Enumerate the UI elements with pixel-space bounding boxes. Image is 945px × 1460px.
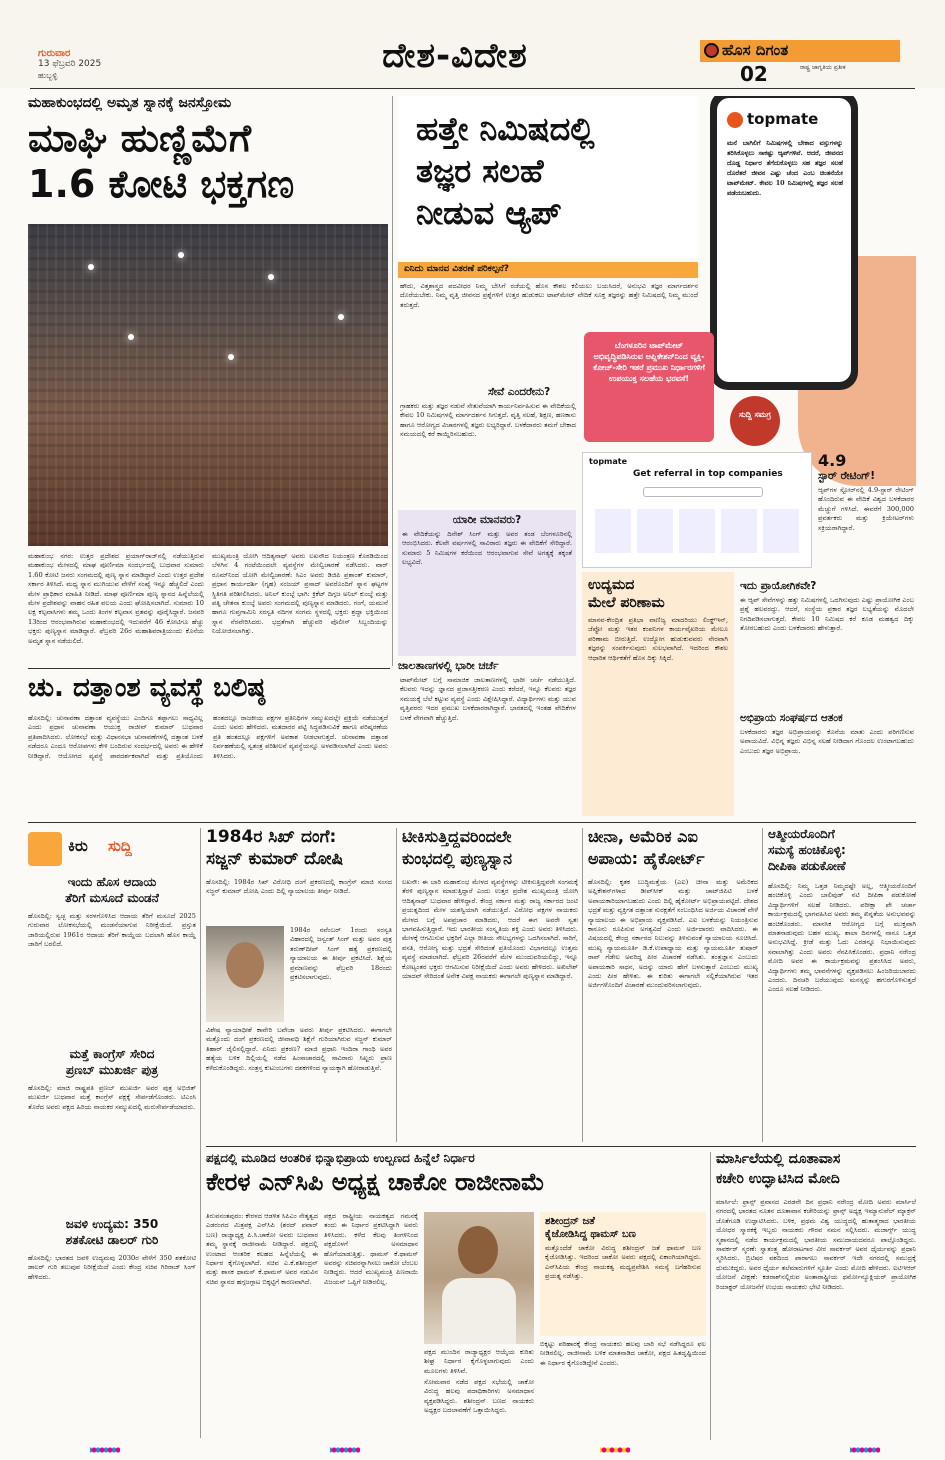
china-story bbox=[588, 828, 758, 1142]
screenshot-title: Get referral in top companies bbox=[633, 469, 783, 479]
abhipraya-heading: ಅಭಿಪ್ರಾಯ ಸಂಘರ್ಷದ ಆತಂಕ bbox=[740, 712, 843, 724]
light-icon bbox=[128, 334, 134, 340]
prayogika-body: ಈ ಆ್ಯಪ್ ಸೇವೆಗಳನ್ನು ಹತ್ತು ನಿಮಿಷಗಳಲ್ಲಿ ಒದಗಿಸುವುದು ಎಷ್ಟು ಪ್ರಾಯೋಗಿಕ ಎಂಬ ಪ್ರಶ್ನೆ ಹಲವರದ್ದು. ಆದರೆ, ಸಂಸ್ಥೆಯ ಪ್ರಕಾರ ತಜ್ಞರ ಲಭ್ಯತೆಯನ್ನು ಮೊದಲೇ ನಿಗದಿಪಡಿಸಲಾಗುತ್ತದೆ. ಕೇವಲ 10 ನಿಮಿಷದ ಕರೆ ಕೂಡ ಮಹತ್ವದ ದಿಕ್ಕು ತೋರಬಹುದು ಎಂದು ಬಳಕೆದಾರರು ಹೇಳುತ್ತಾರೆ. bbox=[740, 596, 914, 633]
kerala-story bbox=[206, 1152, 706, 1440]
tikisu-body: ಲಖನೌ: ಈ ಬಾರಿ ಮಹಾಕುಂಭ ಮೇಳದ ವ್ಯವಸ್ಥೆಗಳನ್ನು ಟೀಕಿಸುತ್ತಿದ್ದವರೇ ಸಂಗಮಕ್ಕೆ ತೆರಳಿ ಪುಣ್ಯಸ್ನಾನ ಮಾಡುತ್ತಿದ್ದಾರೆ ಎಂದು ಉತ್ತರ ಪ್ರದೇಶ ಮುಖ್ಯಮಂತ್ರಿ ಯೋಗಿ ಆದಿತ್ಯನಾಥ್ ಬುಧವಾರ ಹೇಳಿದ್ದಾರೆ. ಕೇಂದ್ರ ಸರ್ಕಾರ ಮತ್ತು ರಾಜ್ಯ ಸರ್ಕಾರದ ಜಂಟಿ ಪ್ರಯತ್ನದಿಂದ ಮೇಳ ಯಶಸ್ವಿಯಾಗಿ ನಡೆಯುತ್ತಿದೆ. ವಿರೋಧ ಪಕ್ಷಗಳ ನಾಯಕರು ಮೇಳದ ಬಗ್ಗೆ ಅಪಪ್ರಚಾರ ಮಾಡಿದರು, ಆದರೆ ಈಗ ಅವರೇ ಸ್ವತಃ ಭಾಗವಹಿಸುತ್ತಿದ್ದಾರೆ. ಇದು ಭಾರತೀಯ ಸಂಸ್ಕೃತಿಯ ಶಕ್ತಿ ಎಂದು ಅವರು ತಿಳಿಸಿದರು. ಮೇಳಕ್ಕೆ ಆಗಮಿಸುವ ಭಕ್ತರಿಗೆ ಎಲ್ಲಾ ರೀತಿಯ ಸೌಲಭ್ಯಗಳನ್ನು ಒದಗಿಸಲಾಗಿದೆ. ಸಾರಿಗೆ, ವಸತಿ, ಆರೋಗ್ಯ ಮತ್ತು ಭದ್ರತೆ ಸೇರಿದಂತೆ ಪ್ರತಿಯೊಂದು ವಿಭಾಗದಲ್ಲೂ ಉತ್ತಮ ವ್ಯವಸ್ಥೆ ಮಾಡಲಾಗಿದೆ. ಫೆಬ್ರವರಿ 26ರವರೆಗೆ ಮೇಳ ಮುಂದುವರಿಯಲಿದ್ದು, ಇನ್ನೂ ಕೋಟ್ಯಂತರ ಭಕ್ತರು ಆಗಮಿಸುವ ನಿರೀಕ್ಷೆಯಿದೆ ಎಂದು ಅವರು ಹೇಳಿದರು. ಅಖಿಲೇಶ್ ಯಾದವ್ ಸೇರಿದಂತೆ ಅನೇಕ ವಿಪಕ್ಷ ನಾಯಕರು ಈಗಾಗಲೇ ಪುಣ್ಯಸ್ನಾನ ಮಾಡಿದ್ದಾರೆ. bbox=[402, 878, 578, 981]
masthead-day: ಗುರುವಾರ bbox=[38, 48, 71, 59]
masthead bbox=[0, 0, 945, 88]
page-number: 02 bbox=[740, 62, 768, 86]
thomas-box bbox=[540, 1212, 706, 1336]
modi-story bbox=[716, 1152, 916, 1440]
item1-body: ಹೊಸದಿಲ್ಲಿ: ಸ್ವಚ್ಛ ಮತ್ತು ಸರಳಗೊಳಿಸಿದ ಆದಾಯ ತೆರಿಗೆ ಮಸೂದೆ 2025 ಗುರುವಾರ ಲೋಕಸಭೆಯಲ್ಲಿ ಮಂಡನೆಯಾಗುವ ನಿರೀಕ್ಷೆಯಿದೆ. ಪ್ರಸ್ತುತ ಜಾರಿಯಲ್ಲಿರುವ 1961ರ ಆದಾಯ ತೆರಿಗೆ ಕಾಯ್ದೆಯ ಬದಲಾಗಿ ಹೊಸ ಕಾಯ್ದೆ ಜಾರಿಗೆ ಬರಲಿದೆ. bbox=[28, 912, 196, 949]
kirusuddi-label-2: ಸುದ್ದಿ bbox=[108, 838, 132, 855]
seve-heading: ಸೇವೆ ಎಂದರೇನು? bbox=[488, 386, 551, 398]
yaru-heading: ಯಾರೀ ಮಾನವರು? bbox=[452, 514, 522, 526]
kerala-col-2: ಪಕ್ಷದ ರಾಷ್ಟ್ರೀಯ ನಾಯಕತ್ವದ ಗಮನಕ್ಕೆ ತಂದು ಈ ನಿರ್ಧಾರ ಪ್ರಕಟಿಸಿದ್ದಾಗಿ ಅವರು ತಿಳಿಸಿದರು. ಕಳೆದ ಕೆಲವು ತಿಂಗಳಿನಿಂದ ಪಕ್ಷದೊಳಗೆ ಅಸಮಾಧಾನ ಹೊಗೆಯಾಡುತ್ತಿತ್ತು. ಥಾಮಸ್ ಕೆ.ಥಾಮಸ್ ಅವರನ್ನು ಸಚಿವರನ್ನಾಗಿಸಲು ಚಾಕೋ ಬೆಂಬಲ ನೀಡಿದ್ದರು. ಆದರೆ ಮುಖ್ಯಮಂತ್ರಿ ಪಿಣರಾಯಿ ವಿಜಯನ್ ಒಪ್ಪಿಗೆ ನೀಡಿರಲಿಲ್ಲ. bbox=[324, 1212, 418, 1286]
tikisu-headline-1: ಟೀಕಿಸುತ್ತಿದ್ದವರಿಂದಲೇ bbox=[402, 828, 512, 846]
profile-card bbox=[637, 509, 673, 553]
udyama-heading-2: ಮೇಲೆ ಪರಿಣಾಮ bbox=[588, 595, 665, 611]
sajjan-headline-1: 1984ರ ಸಿಖ್ ದಂಗೆ: bbox=[206, 828, 337, 847]
item1-head-1: ಇಂದು ಹೊಸ ಆದಾಯ bbox=[67, 876, 157, 889]
sajjan-body-side: 1984ರ ನವೆಂಬರ್ 1ರಂದು ಸರಸ್ವತಿ ವಿಹಾರದಲ್ಲಿ ಜಸ್ವಂತ್ ಸಿಂಗ್ ಮತ್ತು ಅವರ ಪುತ್ರ ತರುಣ್‌ದೀಪ್ ಸಿಂಗ್ ಹತ್ಯೆ ಪ್ರಕರಣದಲ್ಲಿ ನ್ಯಾಯಾಲಯ ಈ ತೀರ್ಪು ಪ್ರಕಟಿಸಿದೆ. ಶಿಕ್ಷೆಯ ಪ್ರಮಾಣವನ್ನು ಫೆಬ್ರವರಿ 18ರಂದು ಪ್ರಕಟಿಸಲಾಗುವುದು. bbox=[290, 926, 392, 982]
topmate-logo-text: topmate bbox=[747, 110, 819, 128]
masthead-city: ಹುಬ್ಬಳ್ಳಿ bbox=[38, 71, 58, 80]
registration-marks bbox=[0, 1444, 945, 1456]
item3-head-1: ಜವಳಿ ಉದ್ಯಮ: 350 bbox=[65, 1218, 159, 1231]
kerala-col-1: ತಿರುವನಂತಪುರಂ: ಕೇರಳದ ಆಡಳಿತ ಸಿಪಿಎಂ ನೇತೃತ್ವದ ಎಡರಂಗದ ಮಿತ್ರಪಕ್ಷ ಎನ್‌ಸಿಪಿ (ಶರದ್ ಪವಾರ್ ಬಣ) ರಾಜ್ಯಾಧ್ಯಕ್ಷ ಪಿ.ಸಿ.ಚಾಕೋ ಅವರು ಬುಧವಾರ ತಮ್ಮ ಸ್ಥಾನಕ್ಕೆ ರಾಜೀನಾಮೆ ನೀಡಿದ್ದಾರೆ. ಪಕ್ಷದಲ್ಲಿ ಉಂಟಾದ ಆಂತರಿಕ ಕಲಹದ ಹಿನ್ನೆಲೆಯಲ್ಲಿ ಈ ನಿರ್ಧಾರ ಕೈಗೊಳ್ಳಲಾಗಿದೆ. ಸಚಿವ ಎ.ಕೆ.ಶಶೀಂದ್ರನ್ ಮತ್ತು ಶಾಸಕ ಥಾಮಸ್ ಕೆ.ಥಾಮಸ್ ಅವರ ನಡುವಿನ ಸಚಿವ ಸ್ಥಾನದ ಹಗ್ಗಜಗ್ಗಾಟ ಬಿಕ್ಕಟ್ಟಿಗೆ ಕಾರಣವಾಗಿದೆ. bbox=[206, 1212, 318, 1286]
china-headline-1: ಚೀನಾ, ಅಮೆರಿಕ ಎಐ bbox=[588, 828, 698, 846]
deepika-headline-2: ಸಮಸ್ಯೆ ಹಂಚಿಕೊಳ್ಳಿ: bbox=[768, 843, 846, 857]
china-body: ಹೊಸದಿಲ್ಲಿ: ಕೃತಕ ಬುದ್ಧಿಮತ್ತೆಯ (ಎಐ) ಚೀನಾ ಮತ್ತು ಅಮೆರಿಕದ ಅಪ್ಲಿಕೇಶನ್‌ಗಳಾದ ಡೀಪ್‌ಸೀಕ್ ಮತ್ತು ಚಾಟ್‌ಜಿಪಿಟಿ ಬಳಕೆ ಅಪಾಯಕಾರಿಯಾಗಬಹುದು ಎಂದು ದಿಲ್ಲಿ ಹೈಕೋರ್ಟ್ ಅಭಿಪ್ರಾಯಪಟ್ಟಿದೆ. ದೇಶದ ಭದ್ರತೆ ಮತ್ತು ವ್ಯಕ್ತಿಗತ ದತ್ತಾಂಶ ಸುರಕ್ಷತೆಗೆ ಸಂಬಂಧಿಸಿದ ಅರ್ಜಿಯ ವಿಚಾರಣೆ ವೇಳೆ ನ್ಯಾಯಾಲಯ ಈ ಅಭಿಪ್ರಾಯ ವ್ಯಕ್ತಪಡಿಸಿದೆ. ಎಐ ಬಳಕೆಯನ್ನು ನಿಯಂತ್ರಿಸುವ ಕಾನೂನು ರೂಪಿಸುವ ಅಗತ್ಯವಿದೆ ಎಂದು ಅರ್ಜಿದಾರರು ವಾದಿಸಿದರು. ಈ ವಿಷಯದಲ್ಲಿ ಕೇಂದ್ರ ಸರ್ಕಾರದ ನಿಲುವನ್ನು ತಿಳಿಸುವಂತೆ ನ್ಯಾಯಾಲಯ ಸೂಚಿಸಿದೆ. ಮುಖ್ಯ ನ್ಯಾಯಮೂರ್ತಿ ಡಿ.ಕೆ.ಉಪಾಧ್ಯಾಯ ಮತ್ತು ನ್ಯಾಯಮೂರ್ತಿ ತುಷಾರ್ ರಾವ್ ಗೆಡೇಲ ಅವರಿದ್ದ ಪೀಠ ವಿಚಾರಣೆ ನಡೆಸಿತು. ತಂತ್ರಜ್ಞಾನ ಎಂಬುದು ಅಪಾಯಕಾರಿ ಸಾಧನ, ಅದನ್ನು ಯಾರು ಹೇಗೆ ಬಳಸುತ್ತಾರೆ ಎಂಬುದು ಮುಖ್ಯ ಎಂದು ಪೀಠ ಹೇಳಿತು. ಈ ಕುರಿತು ಈಗಾಗಲೇ ಸಲ್ಲಿಕೆಯಾಗಿರುವ ಇತರ ಅರ್ಜಿಗಳೊಂದಿಗೆ ವಿಚಾರಣೆ ಮುಂದುವರಿಸಲಾಗುವುದು. bbox=[588, 878, 758, 990]
rating-label: ಸ್ಟಾರ್ ರೇಟಿಂಗ್! bbox=[818, 470, 876, 482]
chacko-photo bbox=[424, 1212, 534, 1344]
brand-tagline: ರಾಷ್ಟ್ರ ಜಾಗೃತಿಯ ಪ್ರತೀಕ bbox=[800, 64, 846, 71]
dattansh-body: ಹೊಸದಿಲ್ಲಿ: ಚುನಾವಣಾ ದತ್ತಾಂಶ ವ್ಯವಸ್ಥೆಯು ಎಂದಿಗೂ ತಪ್ಪಾಗಲು ಸಾಧ್ಯವಿಲ್ಲ ಎಂದು ಪ್ರಧಾನ ಚುನಾವಣಾ ಆಯುಕ್ತ ರಾಜೀವ್ ಕುಮಾರ್ ಬುಧವಾರ ಪ್ರತಿಪಾದಿಸಿದರು. ಲೋಕಸಭೆ ಮತ್ತು ವಿಧಾನಸಭಾ ಚುನಾವಣೆಗಳಲ್ಲಿ ದತ್ತಾಂಶ ಬಳಕೆ ನಡೆದರೂ ಎಂದೂ ಆರೋಪಗಳು ಕೇಳಿ ಬಂದಿರುವ ಸಂದರ್ಭದಲ್ಲಿ ಅವರು ಈ ಹೇಳಿಕೆ ನೀಡಿದ್ದಾರೆ. ಆಯೋಗದ ವ್ಯವಸ್ಥೆ ಪಾರದರ್ಶಕವಾಗಿದೆ ಮತ್ತು ಪ್ರತಿಯೊಂದು ಹಂತದಲ್ಲೂ ರಾಜಕೀಯ ಪಕ್ಷಗಳ ಪ್ರತಿನಿಧಿಗಳ ಸಮ್ಮುಖದಲ್ಲೇ ಪ್ರಕ್ರಿಯೆ ನಡೆಯುತ್ತದೆ ಎಂದು ಅವರು ಹೇಳಿದರು. ಮತದಾರರ ಪಟ್ಟಿ ಸಿದ್ಧಪಡಿಸುವಿಕೆ ಹಾಗೂ ಪರಿಷ್ಕರಣೆಯ ಪ್ರತಿ ಹಂತದಲ್ಲೂ ಪಕ್ಷಗಳಿಗೆ ಅವಕಾಶ ನೀಡಲಾಗುತ್ತದೆ. ಚುನಾವಣಾ ದತ್ತಾಂಶ ನಿರ್ವಹಣೆಯಲ್ಲಿ ಸ್ವತಂತ್ರ ಪರಿಶೀಲನೆ ವ್ಯವಸ್ಥೆಯನ್ನೂ ಅಳವಡಿಸಲಾಗಿದೆ ಎಂದು ಅವರು ತಿಳಿಸಿದರು. bbox=[28, 714, 388, 760]
screenshot-box bbox=[582, 452, 812, 568]
kirusuddi-column bbox=[28, 828, 196, 1438]
deepika-story bbox=[768, 828, 916, 1142]
kerala-col-4: ಬಿಕ್ಕಟ್ಟು ಪರಿಹಾರಕ್ಕೆ ಕೇಂದ್ರ ನಾಯಕರು ಹಲವು ಬಾರಿ ಸಭೆ ನಡೆಸಿದ್ದರೂ ಫಲ ನೀಡಿರಲಿಲ್ಲ. ರಾಜೀನಾಮೆ ಬಳಿಕ ಮಾತನಾಡಿದ ಚಾಕೋ, ಪಕ್ಷದ ಹಿತದೃಷ್ಟಿಯಿಂದ ಈ ನಿರ್ಧಾರ ಕೈಗೊಂಡಿದ್ದೇನೆ ಎಂದರು. bbox=[540, 1340, 706, 1367]
sticker-badge bbox=[730, 396, 780, 446]
face-shape bbox=[458, 1226, 498, 1274]
deepika-body: ಹೊಸದಿಲ್ಲಿ: ನಿಮ್ಮ ಒತ್ತಡ ನಿಮ್ಮದಷ್ಟೇ ಅಲ್ಲ, ಆತ್ಮೀಯರೊಂದಿಗೆ ಹಂಚಿಕೊಳ್ಳಿ ಎಂದು ಬಾಲಿವುಡ್ ನಟಿ ದೀಪಿಕಾ ಪಡುಕೋಣೆ ವಿದ್ಯಾರ್ಥಿಗಳಿಗೆ ಸಲಹೆ ನೀಡಿದರು. ಪರೀಕ್ಷಾ ಪೇ ಚರ್ಚಾ ಕಾರ್ಯಕ್ರಮದಲ್ಲಿ ಭಾಗವಹಿಸಿದ ಅವರು ತಮ್ಮ ಖಿನ್ನತೆಯ ಅನುಭವವನ್ನು ಹಂಚಿಕೊಂಡರು. ಮಾನಸಿಕ ಆರೋಗ್ಯದ ಬಗ್ಗೆ ಮುಕ್ತವಾಗಿ ಮಾತನಾಡುವುದು ಬಹಳ ಮುಖ್ಯ. ಶಾಲಾ ದಿನಗಳಲ್ಲಿ ನಾನೂ ಒತ್ತಡ ಅನುಭವಿಸಿದ್ದೆ. ಕ್ರೀಡೆ ಮತ್ತು ಓದು ಎರಡನ್ನೂ ನಿಭಾಯಿಸುವುದು ಸವಾಲಾಗಿತ್ತು ಎಂದು ಅವರು ನೆನಪಿಸಿಕೊಂಡರು. ಪ್ರಧಾನಿ ನರೇಂದ್ರ ಮೋದಿ ಅವರ ಈ ಕಾರ್ಯಕ್ರಮವನ್ನು ಪ್ರಶಂಸಿಸಿದ ಅವರು, ವಿದ್ಯಾರ್ಥಿಗಳು ತಮ್ಮ ಭಾವನೆಗಳನ್ನು ವ್ಯಕ್ತಪಡಿಸಲು ಹಿಂಜರಿಯಬಾರದು ಎಂದರು. ದಿನಚರಿ ಬರೆಯುವುದು ಮನಸ್ಸನ್ನು ಹಗುರಗೊಳಿಸುತ್ತದೆ ಎಂದೂ ಸಲಹೆ ನೀಡಿದರು. bbox=[768, 882, 916, 994]
sajjan-body-top: ಹೊಸದಿಲ್ಲಿ: 1984ರ ಸಿಖ್ ವಿರೋಧಿ ದಂಗೆ ಪ್ರಕರಣದಲ್ಲಿ ಕಾಂಗ್ರೆಸ್ ಮಾಜಿ ಸಂಸದ ಸಜ್ಜನ್ ಕುಮಾರ್ ದೋಷಿ ಎಂದು ದಿಲ್ಲಿ ನ್ಯಾಯಾಲಯ ತೀರ್ಪು ನೀಡಿದೆ. bbox=[206, 878, 392, 896]
topmate-intro: ಹೌದು, ವಿತ್ತಶಾಸ್ತ್ರದ ಪದವೀಧರ ನಿಮ್ಮ ಬೇಸಿಗೆ ರಜೆಯಲ್ಲಿ ಹೊಸ ಕೌಶಲ ಕಲಿಯಲು ಬಯಸಿದರೆ, ಅನುಭವಿ ತಜ್ಞರ ಮಾರ್ಗದರ್ಶನ ದೊರೆಯಬೇಕು. ನಿಮ್ಮ ವೃತ್ತಿ ಜೀವನದ ಪ್ರಶ್ನೆಗಳಿಗೆ ಉತ್ತರ ಹುಡುಕಲು ಟಾಪ್‌ಮೇಟ್ ವೇದಿಕೆ ಸೂಕ್ತ ತಜ್ಞರನ್ನು ಹತ್ತೇ ನಿಮಿಷದಲ್ಲಿ ನಿಮ್ಮ ಮುಂದೆ ತರುತ್ತದೆ. bbox=[400, 282, 698, 309]
item1-head-2: ತೆರಿಗೆ ಮಸೂದೆ ಮಂಡನೆ bbox=[65, 892, 159, 905]
deepika-headline-3: ದೀಪಿಕಾ ಪಡುಕೋಣೆ bbox=[768, 859, 846, 873]
dattansh-story bbox=[28, 674, 388, 816]
tikisu-story bbox=[402, 828, 578, 1142]
kerala-kicker: ಪಕ್ಷದಲ್ಲಿ ಮೂಡಿದ ಆಂತರಿಕ ಭಿನ್ನಾಭಿಪ್ರಾಯ ಉಲ್ಬಣದ ಹಿನ್ನೆಲೆ ನಿರ್ಧಾರ bbox=[206, 1152, 475, 1165]
light-icon bbox=[228, 354, 234, 360]
modi-body: ಮಾರ್ಸಿಲೆ: ಫ್ರಾನ್ಸ್ ಪ್ರವಾಸದ ಎರಡನೇ ದಿನ ಪ್ರಧಾನಿ ನರೇಂದ್ರ ಮೋದಿ ಅವರು ಮಾರ್ಸಿಲೆ ನಗರದಲ್ಲಿ ಭಾರತದ ನೂತನ ದೂತಾವಾಸ ಕಚೇರಿಯನ್ನು ಫ್ರಾನ್ಸ್ ಅಧ್ಯಕ್ಷ ಇಮ್ಯಾನುವೆಲ್ ಮ್ಯಾಕ್ರನ್ ಜೊತೆಗೂಡಿ ಉದ್ಘಾಟಿಸಿದರು. ಬಳಿಕ, ಪ್ರಥಮ ವಿಶ್ವ ಯುದ್ಧದಲ್ಲಿ ಹುತಾತ್ಮರಾದ ಭಾರತೀಯ ಯೋಧರ ಸ್ಮಾರಕಕ್ಕೆ ಇಬ್ಬರು ನಾಯಕರು ಗೌರವ ನಮನ ಸಲ್ಲಿಸಿದರು. ಮಜಾರ್ಗ್ಸ್ ಯುದ್ಧ ಸ್ಮಶಾನದಲ್ಲಿ ನಡೆದ ಕಾರ್ಯಕ್ರಮದಲ್ಲಿ ಭಾರತೀಯ ಸಮುದಾಯದವರೂ ಪಾಲ್ಗೊಂಡಿದ್ದರು. ಸಾವರ್ಕರ್ ಸ್ಮರಣೆ: ಸ್ವಾತಂತ್ರ್ಯ ಹೋರಾಟಗಾರ ವೀರ ಸಾವರ್ಕರ್ ಅವರ ಧೈರ್ಯವನ್ನು ಪ್ರಧಾನಿ ಸ್ಮರಿಸಿದರು. ಬ್ರಿಟಿಷರ ವಶದಿಂದ ಪಾರಾಗಲು ಸಾವರ್ಕರ್ ಇದೇ ನಗರದಲ್ಲಿ ಸಮುದ್ರಕ್ಕೆ ಧುಮುಕಿದ್ದರು. ಅವರ ಧೈರ್ಯ ತಲೆಮಾರುಗಳಿಗೆ ಸ್ಫೂರ್ತಿ ಎಂದು ಮೋದಿ ಹೇಳಿದರು. ಐಟಿಇಆರ್ ಯೋಜನೆ ವೀಕ್ಷಣೆ: ಕಡರಾಶ್‌ನಲ್ಲಿರುವ ಅಂತಾರಾಷ್ಟ್ರೀಯ ಥರ್ಮೋನ್ಯೂಕ್ಲಿಯರ್ ಪ್ರಾಯೋಗಿಕ ರಿಯಾಕ್ಟರ್ ಯೋಜನೆಗೆ ಉಭಯ ನಾಯಕರು ಭೇಟಿ ನೀಡಿದರು. bbox=[716, 1198, 916, 1291]
jala-body: ಟಾಪ್‌ಮೇಟ್ ಬಗ್ಗೆ ಸಾಮಾಜಿಕ ಜಾಲತಾಣಗಳಲ್ಲಿ ಭಾರೀ ಚರ್ಚೆ ನಡೆಯುತ್ತಿದೆ. ಕೆಲವರು ಇದನ್ನು ಜ್ಞಾನದ ಪ್ರಜಾಸತ್ತೀಕರಣ ಎಂದು ಕರೆದರೆ, ಇನ್ನೂ ಕೆಲವರು ತಜ್ಞರ ಸಮಯಕ್ಕೆ ಬೆಲೆ ಕಟ್ಟುವ ವ್ಯವಸ್ಥೆ ಎಂದು ವಿಶ್ಲೇಷಿಸಿದ್ದಾರೆ. ವಿದ್ಯಾರ್ಥಿಗಳು ಮತ್ತು ಯುವ ವೃತ್ತಿಪರರು ಇದರ ಪ್ರಮುಖ ಬಳಕೆದಾರರಾಗಿದ್ದಾರೆ. ಭಾರತದಲ್ಲಿ ಇಂತಹ ವೇದಿಕೆಗಳ ಬಳಕೆ ವೇಗವಾಗಿ ಹೆಚ್ಚುತ್ತಿದೆ. bbox=[400, 676, 576, 722]
brand-name: ಹೊಸ ದಿಗಂತ bbox=[722, 41, 789, 59]
dattansh-headline: ಚು. ದತ್ತಾಂಶ ವ್ಯವಸ್ಥೆ ಬಲಿಷ್ಠ bbox=[28, 674, 266, 703]
topmate-section-bar: ಏನಿದು ಮಾನವ ವಿತರಣೆ ಪರಿಕಲ್ಪನೆ? bbox=[398, 262, 698, 278]
tikisu-headline-2: ಕುಂಭದಲ್ಲಿ ಪುಣ್ಯಸ್ನಾನ bbox=[402, 849, 513, 868]
phone-text: ಮನೆ ಬಾಗಿಲಿಗೆ ನಿಮಿಷಗಳಲ್ಲಿ ಬೇಕಾದ ವಸ್ತುಗಳನ್ನು ತರಿಸಿಕೊಳ್ಳಲು ಸಾಕಷ್ಟು ಆ್ಯಪ್‌ಗಳಿವೆ. ಆದರೆ, ಜೀವನದ ದೊಡ್ಡ ನಿರ್ಧಾರ ತೆಗೆದುಕೊಳ್ಳಲು ಸಹ ತಜ್ಞರ ಸಲಹೆ ದೊರೆತರೆ ಜೀವನ ಎಷ್ಟು ಚೆಂದ ಎಂಬ ಚಿಂತನೆಯೇ ಟಾಪ್‌ಮೇಟ್. ಕೇವಲ 10 ನಿಮಿಷಗಳಲ್ಲಿ ತಜ್ಞರ ಸಲಹೆ ಪಡೆಯಬಹುದು. bbox=[727, 139, 843, 197]
sticker-text: ಸುದ್ದಿ ಸಮಗ್ರ bbox=[739, 410, 771, 419]
item2-head-1: ಮತ್ತೆ ಕಾಂಗ್ರೆಸ್ ಸೇರಿದ bbox=[69, 1048, 155, 1061]
udyama-box bbox=[582, 572, 734, 816]
china-headline-2: ಅಪಾಯ: ಹೈಕೋರ್ಟ್ bbox=[588, 849, 705, 868]
kumbh-col-2: ಮುಖ್ಯಮಂತ್ರಿ ಯೋಗಿ ಆದಿತ್ಯನಾಥ್ ಅವರು ಲಖನೌದ ನಿಯಂತ್ರಣ ಕೊಠಡಿಯಿಂದ ಬೆಳಗಿನ 4 ಗಂಟೆಯಿಂದಲೇ ವ್ಯವಸ್ಥೆಗಳ ಮೇಲ್ವಿಚಾರಣೆ ನಡೆಸಿದರು. ವಾರ್ ರೂಮ್‌ನಿಂದ ಯೋಗಿ ಮೇಲ್ವಿಚಾರಣೆ: ಸಿಎಂ ಅವರು ಡಿಜಿಪಿ ಪ್ರಶಾಂತ್ ಕುಮಾರ್, ಪ್ರಧಾನ ಕಾರ್ಯದರ್ಶಿ (ಗೃಹ) ಸಂಜಯ್ ಪ್ರಸಾದ್ ಅವರೊಂದಿಗೆ ಸ್ನಾನ ಘಟ್ಟಗಳ ಸ್ಥಿತಿಗತಿ ಪರಿಶೀಲಿಸಿದರು. ಅನಿಲ್ ಕುಂಬ್ಳೆ ಭಾಗಿ: ಕ್ರಿಕೆಟ್ ದಿಗ್ಗಜ ಅನಿಲ್ ಕುಂಬ್ಳೆ ಮತ್ತು ಪತ್ನಿ ಚೇತನಾ ಕುಂಬ್ಳೆ ಅವರು ಸಂಗಮದಲ್ಲಿ ಪುಣ್ಯಸ್ನಾನ ಮಾಡಿದರು. ಗಂಗೆ, ಯಮುನೆ ಹಾಗೂ ಗುಪ್ತಗಾಮಿನಿ ಸರಸ್ವತಿ ನದಿಗಳ ಸಂಗಮ ಸ್ಥಳದಲ್ಲಿ ಭಕ್ತರು ಶ್ರದ್ಧಾ ಭಕ್ತಿಯಿಂದ ಸ್ನಾನ ನೆರವೇರಿಸಿದರು. ಭದ್ರತೆಗಾಗಿ ಹೆಚ್ಚುವರಿ ಪೊಲೀಸ್ ಸಿಬ್ಬಂದಿಯನ್ನು ನಿಯೋಜಿಸಲಾಗಿತ್ತು. bbox=[212, 552, 388, 636]
topmate-logo-icon bbox=[727, 112, 743, 128]
shirt-shape bbox=[442, 1278, 516, 1344]
rating-value: 4.9 bbox=[818, 452, 847, 470]
kerala-headline: ಕೇರಳ ಎನ್‌ಸಿಪಿ ಅಧ್ಯಕ್ಷ ಚಾಕೋ ರಾಜೀನಾಮೆ bbox=[206, 1168, 545, 1196]
kerala-col3-body: ಸೋಮವಾರ ನಡೆದ ಪಕ್ಷದ ಸಭೆಯಲ್ಲಿ ಚಾಕೋ ವಿರುದ್ಧ ಹಲವು ಪದಾಧಿಕಾರಿಗಳು ಅಸಮಾಧಾನ ವ್ಯಕ್ತಪಡಿಸಿದ್ದರು. ಶಶೀಂದ್ರನ್ ಬಣದ ನಾಯಕರು ಅಧ್ಯಕ್ಷರ ಬದಲಾವಣೆಗೆ ಒತ್ತಾಯಿಸಿದ್ದರು. bbox=[424, 1378, 534, 1415]
kumbh-kicker: ಮಹಾಕುಂಭದಲ್ಲಿ ಅಮೃತ ಸ್ನಾನಕ್ಕೆ ಜನಸ್ತೋಮ bbox=[28, 96, 232, 111]
pink-box-text: ಬೆಂಗಳೂರಿನ ಟಾಪ್‌ಮೇಟ್ ಅಭಿವೃದ್ಧಿಪಡಿಸಿರುವ ಅಪ್ಲಿಕೇಶನ್‌ನಿಂದ ವ್ಯಕ್ತಿ-ಕೋಚ್-ಸೇರಿ ಇತರೆ ಪ್ರಮುಖ ನಿರ್ಧಾರಗಳಿಗೆ ಉಪಯುಕ್ತ ಸಲಹೆಯ ಭರವಸೆ! bbox=[593, 341, 705, 383]
profile-card bbox=[595, 509, 631, 553]
kumbh-headline-1: ಮಾಘಿ ಹುಣ್ಣಿಮೆಗೆ bbox=[28, 116, 251, 160]
thomas-head-1: ಶಶೀಂದ್ರನ್ ಜತೆ bbox=[545, 1216, 595, 1227]
sajjan-body-bottom: ವಿಶೇಷ ನ್ಯಾಯಾಧೀಶೆ ಕಾವೇರಿ ಬವೇಜಾ ಅವರು ತೀರ್ಪು ಪ್ರಕಟಿಸಿದರು. ಈಗಾಗಲೇ ಮತ್ತೊಂದು ದಂಗೆ ಪ್ರಕರಣದಲ್ಲಿ ಜೀವಾವಧಿ ಶಿಕ್ಷೆಗೆ ಗುರಿಯಾಗಿರುವ ಸಜ್ಜನ್ ಕುಮಾರ್ ತಿಹಾರ್ ಜೈಲಿನಲ್ಲಿದ್ದಾರೆ. ಏನಿದು ಪ್ರಕರಣ? ಮಾಜಿ ಪ್ರಧಾನಿ ಇಂದಿರಾ ಗಾಂಧಿ ಅವರ ಹತ್ಯೆಯ ಬಳಿಕ ದಿಲ್ಲಿಯಲ್ಲಿ ನಡೆದ ಹಿಂಸಾಚಾರದಲ್ಲಿ ಸಾವಿರಾರು ಸಿಖ್ಖರು ಪ್ರಾಣ ಕಳೆದುಕೊಂಡಿದ್ದರು. ಸಂತ್ರಸ್ತ ಕುಟುಂಬಗಳು ದಶಕಗಳಿಂದ ನ್ಯಾಯಕ್ಕಾಗಿ ಹೋರಾಡುತ್ತಿವೆ. bbox=[206, 1026, 392, 1072]
profile-card bbox=[679, 509, 715, 553]
profile-card bbox=[763, 509, 799, 553]
face-shape bbox=[226, 942, 264, 988]
udyama-heading-1: ಉದ್ಯಮದ bbox=[588, 577, 635, 593]
brand-logo-icon bbox=[704, 43, 719, 58]
sajjan-headline-2: ಸಜ್ಜನ್ ಕುಮಾರ್ ದೋಷಿ bbox=[206, 849, 344, 869]
sajjan-photo bbox=[206, 926, 284, 1022]
section-title: ದೇಶ-ವಿದೇಶ bbox=[382, 36, 528, 76]
thomas-body: ಮತ್ತೊಂದೆಡೆ ಚಾಕೋ ವಿರುದ್ಧ ಶಶೀಂದ್ರನ್ ಜತೆ ಥಾಮಸ್ ಬಣ ಕೈಜೋಡಿಸಿತ್ತು. ಇದರಿಂದ ಚಾಕೋ ಅವರು ಪಕ್ಷದಲ್ಲಿ ಏಕಾಂಗಿಯಾಗಿದ್ದರು. ಎನ್‌ಸಿಪಿಯ ಕೇಂದ್ರ ನಾಯಕತ್ವ ಮಧ್ಯಪ್ರವೇಶಿಸಿ ಸಮಸ್ಯೆ ಬಗೆಹರಿಸುವ ಪ್ರಯತ್ನ ನಡೆಸಿತ್ತು. bbox=[545, 1244, 701, 1281]
light-icon bbox=[338, 314, 344, 320]
item3-body: ಹೊಸದಿಲ್ಲಿ: ಭಾರತದ ಜವಳಿ ಉದ್ಯಮವು 2030ರ ವೇಳೆಗೆ 350 ಶತಕೋಟಿ ಡಾಲರ್ ಗುರಿ ತಲುಪುವ ನಿರೀಕ್ಷೆಯಿದೆ ಎಂದು ಕೇಂದ್ರ ಸಚಿವ ಗಿರಿರಾಜ್ ಸಿಂಗ್ ಹೇಳಿದರು. bbox=[28, 1254, 196, 1281]
yaru-body: ಈ ವೇದಿಕೆಯನ್ನು ದಿನೇಶ್ ಸಿಂಗ್ ಮತ್ತು ಅವರ ತಂಡ ಬೆಂಗಳೂರಿನಲ್ಲಿ ಆರಂಭಿಸಿದರು. ಕೆಲವೇ ವರ್ಷಗಳಲ್ಲಿ ಸಾವಿರಾರು ತಜ್ಞರು ಈ ವೇದಿಕೆಗೆ ಸೇರಿದ್ದಾರೆ. ಸುಮಾರು 5 ನಿಮಿಷಗಳ ಕರೆಯಿಂದ ಆರಂಭವಾಗುವ ಸೇವೆ ಅಗತ್ಯಕ್ಕೆ ತಕ್ಕಂತೆ ಲಭ್ಯವಿದೆ. bbox=[402, 530, 572, 567]
light-icon bbox=[178, 252, 184, 258]
kirusuddi-label-1: ಕಿರು bbox=[68, 838, 88, 855]
abhipraya-body: ಬಳಕೆದಾರರು ತಜ್ಞರ ಅಭಿಪ್ರಾಯವನ್ನು ಕೊನೆಯ ಮಾತು ಎಂದು ಪರಿಗಣಿಸುವ ಅಪಾಯವಿದೆ. ವಿಭಿನ್ನ ತಜ್ಞರು ವಿಭಿನ್ನ ಸಲಹೆ ನೀಡಿದಾಗ ಗೊಂದಲ ಉಂಟಾಗಬಹುದು ಎಂಬುದು ತಜ್ಞರ ಅಭಿಪ್ರಾಯ. bbox=[740, 728, 914, 755]
jala-heading: ಜಾಲತಾಣಗಳಲ್ಲಿ ಭಾರೀ ಚರ್ಚೆ bbox=[398, 660, 499, 672]
kirusuddi-label bbox=[28, 832, 188, 866]
kumbh-story bbox=[28, 96, 388, 668]
thomas-head-2: ಕೈಜೋಡಿಸಿದ್ದ ಥಾಮಸ್ ಬಣ bbox=[545, 1229, 636, 1240]
phone-screen bbox=[717, 98, 851, 382]
item2-body: ಹೊಸದಿಲ್ಲಿ: ಮಾಜಿ ರಾಷ್ಟ್ರಪತಿ ಪ್ರಣಬ್ ಮುಖರ್ಜಿ ಅವರ ಪುತ್ರ ಅಭಿಜಿತ್ ಮುಖರ್ಜಿ ಬುಧವಾರ ಮತ್ತೆ ಕಾಂಗ್ರೆಸ್ ಪಕ್ಷಕ್ಕೆ ಸೇರ್ಪಡೆಗೊಂಡರು. ಟಿಎಂಸಿ ತೊರೆದ ಅವರು ಪಕ್ಷದ ಹಿರಿಯ ನಾಯಕರ ಸಮ್ಮುಖದಲ್ಲಿ ಮರುಸೇರ್ಪಡೆಯಾದರು. bbox=[28, 1084, 196, 1111]
rating-body: ಆ್ಯಪ್‌ಗಳ ಸ್ಟೋರ್‌ನಲ್ಲಿ 4.9-ಸ್ಟಾರ್ ರೇಟಿಂಗ್ ಹೊಂದಿರುವ ಈ ವೇದಿಕೆ ವಿಶ್ವದ ಬಳಕೆದಾರರ ಮೆಚ್ಚುಗೆ ಗಳಿಸಿದೆ. ಈವರೆಗೆ 300,000 ಪ್ರವರ್ತಕರು ಮತ್ತು ಕ್ರಿಯೇಟರ್‌ಗಳು ಸಕ್ರಿಯರಾಗಿದ್ದಾರೆ. bbox=[818, 486, 914, 532]
sajjan-story bbox=[206, 828, 392, 1142]
phone-mockup bbox=[710, 96, 858, 390]
modi-headline-1: ಮಾರ್ಸಿಲೆಯಲ್ಲಿ ದೂತಾವಾಸ bbox=[716, 1152, 841, 1167]
kumbh-crowd-photo bbox=[28, 224, 388, 546]
prayogika-heading: ಇದು ಪ್ರಾಯೋಗಿಕವೇ? bbox=[740, 580, 817, 592]
profile-card bbox=[721, 509, 757, 553]
screenshot-search bbox=[643, 487, 763, 497]
topmate-headline-2: ತಜ್ಞರ ಸಲಹೆ bbox=[416, 154, 544, 190]
udyama-body: ಮಾನವ-ಕೇಂದ್ರಿತ ಪ್ರತಿಭಾ ವಾಣಿಜ್ಯ ಮಾದರಿಯು ಲಿಂಕ್ಡ್‌ಇನ್, ಜೆಪ್ಟೋ ಮತ್ತು ಇತರ ಕಂಪನಿಗಳ ಕಾರ್ಯವೈಖರಿಯ ಮೇಲೂ ಪರಿಣಾಮ ಬೀರುತ್ತಿದೆ. ಉದ್ಯೋಗ ಹುಡುಕುವವರು ನೇರವಾಗಿ ತಜ್ಞರನ್ನು ಸಂಪರ್ಕಿಸುವುದು ಸುಲಭವಾಗಿದೆ. ಇದರಿಂದ ಕೌಶಲ ಆಧಾರಿತ ಆರ್ಥಿಕತೆಗೆ ಹೊಸ ದಿಕ್ಕು ಸಿಕ್ಕಿದೆ. bbox=[588, 616, 728, 662]
kumbh-col-1: ಮಹಾಕುಂಭ ನಗರ: ಉತ್ತರ ಪ್ರದೇಶದ ಪ್ರಯಾಗ್‌ರಾಜ್‌ನಲ್ಲಿ ನಡೆಯುತ್ತಿರುವ ಮಹಾಕುಂಭ ಮೇಳದಲ್ಲಿ ಮಾಘ ಪೂರ್ಣಿಮಾ ಸಂದರ್ಭದಲ್ಲಿ ಬುಧವಾರ ಸುಮಾರು 1.60 ಕೋಟಿ ಜನರು ಸಂಗಮದಲ್ಲಿ ಪುಣ್ಯ ಸ್ನಾನ ಮಾಡಿದ್ದಾರೆ ಎಂದು ಉತ್ತರ ಪ್ರದೇಶ ಸರ್ಕಾರ ತಿಳಿಸಿದೆ. ಮಧ್ಯ ಸ್ನಾನ ಮುಗಿಯುವ ವೇಳೆಗೆ ಸಂಖ್ಯೆ ಇನ್ನೂ ಹೆಚ್ಚಲಿದೆ ಎಂದು ಮೇಳ ಪ್ರಾಧಿಕಾರ ಮಾಹಿತಿ ನೀಡಿದೆ. ಮಾಘ ಪೂರ್ಣಿಮಾ ಪುಣ್ಯ ಸ್ನಾನದ ಹಿನ್ನೆಲೆಯಲ್ಲಿ ಮೇಳ ಪ್ರದೇಶವನ್ನು ವಾಹನ ರಹಿತ ವಲಯ ಎಂದು ಘೋಷಿಸಲಾಗಿದೆ. ಸುಮಾರು 10 ಲಕ್ಷ ಕಲ್ಪವಾಸಿಗಳು ತಮ್ಮ ಒಂದು ತಿಂಗಳ ಕಲ್ಪವಾಸ ವ್ರತವನ್ನು ಪೂರೈಸಿದ್ದಾರೆ. ಜನವರಿ 13ರಿಂದ ಆರಂಭವಾಗಿರುವ ಮಹಾಕುಂಭದಲ್ಲಿ ಇದುವರೆಗೆ 46 ಕೋಟಿಗೂ ಹೆಚ್ಚು ಭಕ್ತರು ಪುಣ್ಯಸ್ನಾನ ಮಾಡಿದ್ದಾರೆ. ಫೆಬ್ರವರಿ 26ರ ಮಹಾಶಿವರಾತ್ರಿಯಂದು ಕೊನೆಯ ಅಮೃತ ಸ್ನಾನ ನಡೆಯಲಿದೆ. bbox=[28, 552, 204, 645]
kumbh-headline-2: 1.6 ಕೋಟಿ ಭಕ್ತಗಣ bbox=[28, 162, 295, 206]
brand-ribbon bbox=[700, 40, 900, 62]
date-block bbox=[38, 48, 178, 88]
finger-icon bbox=[28, 832, 62, 866]
topmate-headline-1: ಹತ್ತೇ ನಿಮಿಷದಲ್ಲಿ bbox=[416, 112, 595, 148]
topmate-headline-3: ನೀಡುವ ಆ್ಯಪ್ bbox=[416, 196, 562, 232]
modi-headline-2: ಕಚೇರಿ ಉದ್ಘಾಟಿಸಿದ ಮೋದಿ bbox=[716, 1171, 840, 1187]
yaru-box bbox=[398, 510, 576, 656]
item2-head-2: ಪ್ರಣಬ್ ಮುಖರ್ಜಿ ಪುತ್ರ bbox=[65, 1064, 159, 1077]
light-icon bbox=[88, 264, 94, 270]
topmate-feature bbox=[398, 96, 916, 816]
item3-head-2: ಶತಕೋಟಿ ಡಾಲರ್ ಗುರಿ bbox=[65, 1234, 159, 1247]
seve-body: ಗ್ರಾಹಕರು ಮತ್ತು ತಜ್ಞರ ನಡುವೆ ಸೇತುವೆಯಾಗಿ ಕಾರ್ಯನಿರ್ವಹಿಸುವ ಈ ವೇದಿಕೆಯಲ್ಲಿ ಕೇವಲ 10 ನಿಮಿಷಗಳಲ್ಲಿ ಮಾರ್ಗದರ್ಶನ ಸಿಗುತ್ತದೆ. ವೃತ್ತಿ ಸಲಹೆ, ಶಿಕ್ಷಣ, ಹಣಕಾಸು ಹಾಗೂ ಆರೋಗ್ಯದ ವಿಚಾರಗಳಲ್ಲಿ ತಜ್ಞರು ಲಭ್ಯರಿದ್ದಾರೆ. ಬಳಕೆದಾರರು ತಮಗೆ ಬೇಕಾದ ಸಮಯದಲ್ಲಿ ಕರೆ ಕಾಯ್ದಿರಿಸಬಹುದು. bbox=[400, 402, 576, 439]
light-icon bbox=[268, 274, 274, 280]
deepika-headline-1: ಆತ್ಮೀಯರೊಂದಿಗೆ bbox=[768, 828, 835, 841]
masthead-date: 13 ಫೆಬ್ರವರಿ 2025 bbox=[38, 59, 102, 69]
screenshot-logo: topmate bbox=[589, 457, 628, 466]
kerala-col3-caption: ಪಕ್ಷದ ಮುಂದಿನ ರಾಜ್ಯಾಧ್ಯಕ್ಷರ ಆಯ್ಕೆಯ ಕುರಿತು ಶೀಘ್ರ ನಿರ್ಧಾರ ಕೈಗೊಳ್ಳಲಾಗುವುದು ಎಂದು ಮೂಲಗಳು ತಿಳಿಸಿವೆ. bbox=[424, 1348, 534, 1374]
